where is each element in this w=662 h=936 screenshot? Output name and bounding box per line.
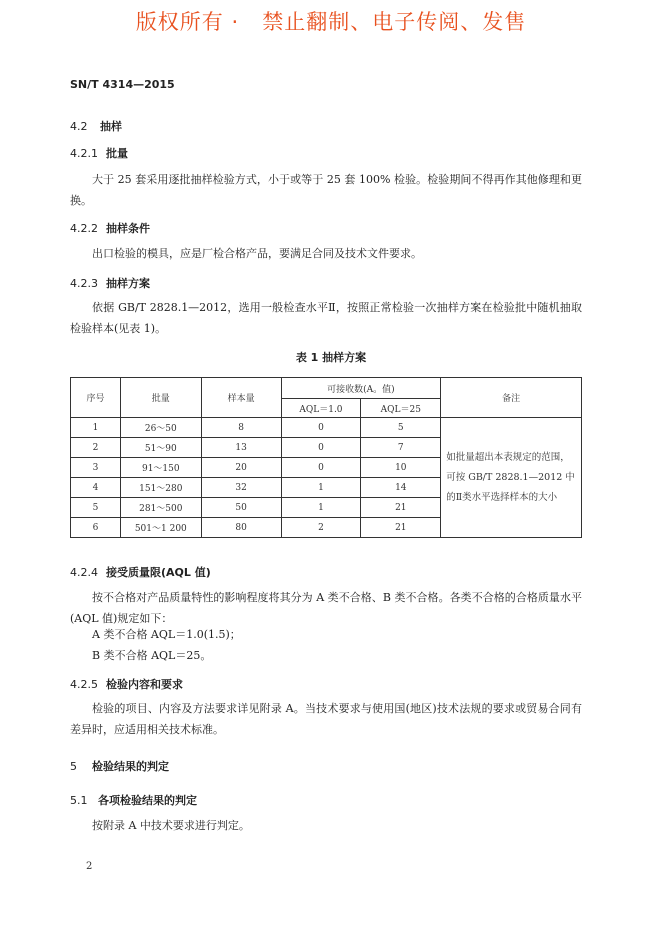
section-4-2-5-heading [70,676,183,692]
section-number: 4.2.2 [70,222,98,235]
cell-sample: 13 [201,438,281,458]
cell-aql1: 0 [281,418,361,438]
section-title: 抽样 [100,120,122,133]
cell-seq: 4 [71,478,121,498]
cell-lot: 501～1 200 [120,518,201,538]
section-5-1-heading [70,792,197,808]
section-4-2-4-heading [70,564,211,580]
cell-seq: 3 [71,458,121,478]
section-title: 抽样方案 [106,277,150,290]
cell-lot: 26～50 [120,418,201,438]
cell-sample: 80 [201,518,281,538]
cell-lot: 281～500 [120,498,201,518]
cell-lot: 151～280 [120,478,201,498]
cell-sample: 8 [201,418,281,438]
cell-aql25: 14 [361,478,441,498]
section-4-2-2-heading [70,220,150,236]
section-number: 4.2.5 [70,678,98,691]
cell-lot: 51～90 [120,438,201,458]
section-4-2-5-text: 检验的项目、内容及方法要求详见附录 A。当技术要求与使用国(地区)技术法规的要求或贸易合同有差异时，应适用相关技术标准。 [70,702,582,736]
page-number: 2 [86,861,93,872]
cell-aql25: 21 [361,518,441,538]
section-number: 4.2.1 [70,147,98,160]
section-title: 检验内容和要求 [106,678,183,691]
section-4-2-heading [70,118,122,134]
cell-seq: 6 [71,518,121,538]
section-title: 各项检验结果的判定 [98,794,197,807]
cell-aql25: 5 [361,418,441,438]
table-caption: 表 1 抽样方案 [295,351,367,364]
section-number: 5 [70,760,77,773]
section-4-2-3-heading [70,275,150,291]
header-acceptance-number: 可接收数(A。值) [281,378,441,399]
cell-lot: 91～150 [120,458,201,478]
section-5-1-text: 按附录 A 中技术要求进行判定。 [92,819,250,832]
header-seq: 序号 [71,378,121,418]
cell-aql1: 1 [281,498,361,518]
copyright-watermark: 版权所有 · 禁止翻制、电子传阅、发售 [135,10,527,34]
header-aql-25: AQL＝25 [361,399,441,418]
section-title: 抽样条件 [106,222,150,235]
section-5-heading [70,758,169,774]
section-number: 5.1 [70,794,88,807]
cell-aql25: 21 [361,498,441,518]
section-4-2-3-text: 依据 GB/T 2828.1—2012，选用一般检查水平Ⅱ，按照正常检验一次抽样方案在检验批中随机抽取检验样本(见表 1)。 [70,301,582,335]
cell-sample: 32 [201,478,281,498]
cell-aql25: 10 [361,458,441,478]
cell-aql25: 7 [361,438,441,458]
cell-seq: 2 [71,438,121,458]
cell-aql1: 2 [281,518,361,538]
class-b-aql-line: B 类不合格 AQL＝25。 [92,649,212,662]
header-aql-1: AQL＝1.0 [281,399,361,418]
cell-sample: 50 [201,498,281,518]
standard-number: SN/T 4314—2015 [70,78,175,91]
cell-note: 如批量超出本表规定的范围，可按 GB/T 2828.1—2012 中的Ⅱ类水平选择样本的大小 [441,418,582,538]
cell-seq: 5 [71,498,121,518]
class-a-aql-line: A 类不合格 AQL＝1.0(1.5)； [92,628,241,641]
section-title: 检验结果的判定 [92,760,169,773]
cell-aql1: 0 [281,438,361,458]
section-number: 4.2.3 [70,277,98,290]
section-4-2-2-text: 出口检验的模具，应是厂检合格产品，要满足合同及技术文件要求。 [92,247,422,260]
table-row [71,418,582,438]
sampling-plan-table [70,377,582,538]
cell-sample: 20 [201,458,281,478]
section-number: 4.2.4 [70,566,98,579]
header-sample-size: 样本量 [201,378,281,418]
cell-aql1: 0 [281,458,361,478]
header-note: 备注 [441,378,582,418]
section-title: 接受质量限(AQL 值) [106,566,211,579]
section-4-2-1-text: 大于 25 套采用逐批抽样检验方式，小于或等于 25 套 100% 检验。检验期间不得再作其他修理和更换。 [70,173,582,207]
section-title: 批量 [106,147,128,160]
section-number: 4.2 [70,120,88,133]
section-4-2-1-heading [70,145,128,161]
header-lot-size: 批量 [120,378,201,418]
section-4-2-4-text: 按不合格对产品质量特性的影响程度将其分为 A 类不合格、B 类不合格。各类不合格的合格质量水平(AQL 值)规定如下： [70,591,582,625]
cell-aql1: 1 [281,478,361,498]
cell-seq: 1 [71,418,121,438]
